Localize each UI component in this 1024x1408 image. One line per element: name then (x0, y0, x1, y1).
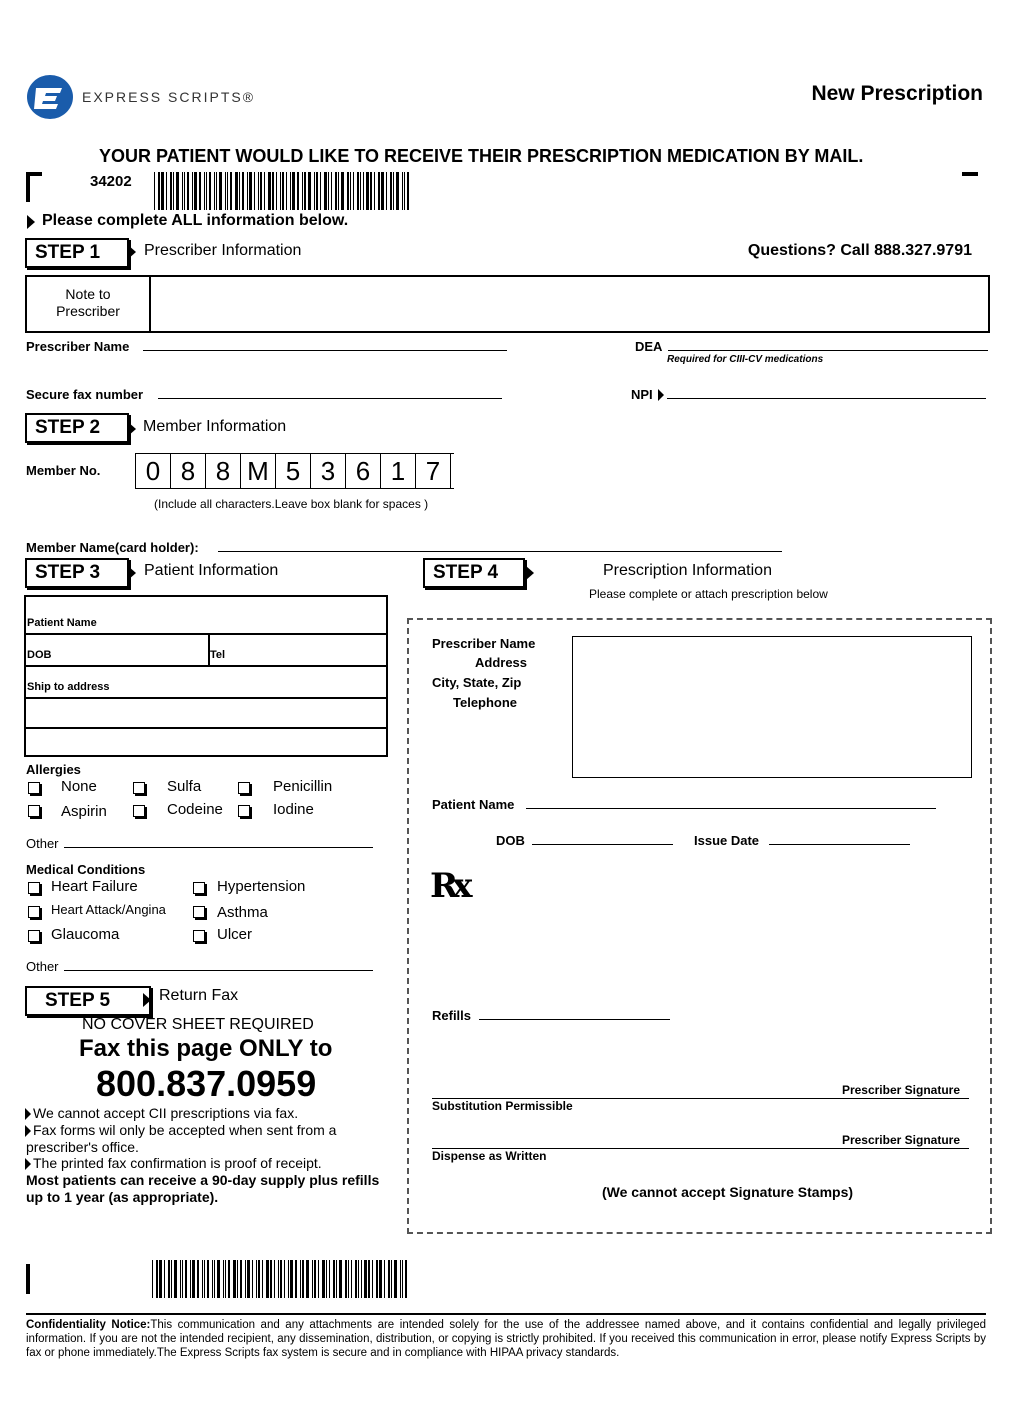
dea-note: Required for CIII-CV medications (667, 354, 824, 365)
barcode-bar (394, 1260, 397, 1298)
barcode-bar (168, 1260, 170, 1298)
barcode-bar (390, 172, 392, 210)
barcode-bar (351, 1260, 352, 1298)
checkbox-label: Penicillin (273, 778, 333, 795)
step4-badge: STEP 4 (423, 558, 525, 588)
barcode-bar (274, 1260, 275, 1298)
step4-arrow-icon (526, 566, 534, 580)
barcode-bar (363, 172, 364, 210)
barcode-bar (262, 1260, 263, 1298)
barcode-bar (295, 1260, 297, 1298)
notice-text: This communication and any attachments are intended solely for the use of the addressee named above, and it contains confidential and legally privileged information. If you are not the intended recipient, any dissemination, distribution, or copying is strictly prohibited. If you received this communication in error, please notify Express Scripts by fax or phone immediately.The Express Scripts fax system is secure and in compliance with HIPAA privacy standards. (26, 1319, 986, 1359)
row-divider (26, 665, 386, 667)
barcode-bar (388, 1260, 390, 1298)
other-condition-field[interactable] (64, 970, 373, 971)
barcode-bottom (152, 1260, 410, 1298)
barcode-bar (290, 172, 291, 210)
barcode-bar (170, 172, 172, 210)
barcode-bar (348, 1260, 349, 1298)
barcode-bar (339, 1260, 342, 1298)
member-no-boxes[interactable] (135, 453, 454, 489)
barcode-bar (284, 1260, 285, 1298)
barcode-bar (376, 1260, 378, 1298)
barcode-bar (182, 1260, 183, 1298)
checkbox[interactable] (28, 882, 40, 894)
barcode-bar (237, 1260, 238, 1298)
member-no-label: Member No. (26, 463, 101, 478)
barcode-bar (184, 172, 185, 210)
checkbox[interactable] (238, 805, 250, 817)
step5-arrow-icon (143, 993, 151, 1007)
barcode-bar (240, 1260, 242, 1298)
banner-text: YOUR PATIENT WOULD LIKE TO RECEIVE THEIR PRESCRIPTION MEDICATION BY MAIL. (99, 146, 864, 166)
fax-note-2: Fax forms wil only be accepted when sent from a prescriber's office. (26, 1122, 337, 1155)
barcode-bar (393, 172, 394, 210)
barcode-bar (187, 172, 189, 210)
barcode-bar (280, 172, 281, 210)
barcode-bar (304, 172, 306, 210)
member-no-digit[interactable]: 8 (206, 454, 241, 488)
prescriber-name-field[interactable] (143, 350, 507, 351)
barcode-bar (357, 172, 359, 210)
footer-rule (26, 1313, 986, 1315)
daw-label: Dispense as Written (432, 1149, 547, 1163)
barcode-bar (245, 1260, 246, 1298)
express-scripts-logo-icon (26, 74, 76, 120)
barcode-bar (174, 1260, 177, 1298)
barcode-bar (306, 1260, 309, 1298)
note-to-prescriber-box[interactable] (25, 275, 990, 333)
barcode-bar (158, 172, 160, 210)
step1-title: Prescriber Information (144, 242, 302, 259)
barcode-bar (159, 1260, 162, 1298)
note-label-cell (27, 277, 151, 331)
barcode-bar (247, 1260, 250, 1298)
fax-note-1: We cannot accept CII prescriptions via fax. (33, 1105, 299, 1121)
barcode-bar (247, 172, 248, 210)
barcode-bar (379, 1260, 382, 1298)
barcode-bar (324, 172, 327, 210)
rx-symbol-text: Rx (430, 866, 467, 906)
rx-dob-label: DOB (496, 833, 525, 848)
barcode-bar (228, 1260, 230, 1298)
instruction-arrow-icon (27, 215, 35, 229)
barcode-bar (297, 172, 299, 210)
barcode-bar (322, 1260, 325, 1298)
other-condition-label: Other (26, 959, 59, 974)
barcode-bar (276, 172, 277, 210)
barcode-bar (266, 1260, 269, 1298)
barcode-bar (300, 1260, 301, 1298)
barcode-bar (260, 172, 262, 210)
patient-info-table (24, 595, 388, 757)
barcode-bar (212, 1260, 213, 1298)
barcode-bar (225, 172, 227, 210)
barcode-bar (278, 1260, 279, 1298)
barcode-bar (384, 1260, 385, 1298)
barcode-top (154, 172, 412, 210)
barcode-bar (217, 1260, 220, 1298)
checkbox-label: None (61, 778, 97, 795)
checkbox-label: Glaucoma (51, 926, 120, 943)
barcode-bar (350, 172, 351, 210)
barcode-bar (335, 172, 337, 210)
npi-arrow-icon (658, 389, 664, 401)
refills-label: Refills (432, 1008, 472, 1023)
notice-label: Confidentiality Notice: (26, 1319, 151, 1331)
barcode-bar (225, 1260, 226, 1298)
barcode-bar (292, 172, 295, 210)
sig1-label: Prescriber Signature (841, 1083, 960, 1097)
step1-badge: STEP 1 (25, 238, 129, 268)
note-arrow-icon (25, 1158, 31, 1170)
barcode-bar (358, 1260, 359, 1298)
barcode-bar (333, 1260, 335, 1298)
sig2-label: Prescriber Signature (841, 1133, 960, 1147)
barcode-bar (314, 1260, 316, 1298)
barcode-bar (402, 172, 403, 210)
barcode-bar (314, 172, 315, 210)
dea-field[interactable] (668, 350, 988, 351)
checkbox[interactable] (28, 782, 40, 794)
substitution-label: Substitution Permissible (432, 1099, 573, 1113)
rx-city-label: City, State, Zip (432, 675, 522, 690)
form-code: 34202 (90, 173, 132, 190)
checkbox-label: Codeine (167, 801, 223, 818)
barcode-bar (338, 172, 339, 210)
step3-arrow-icon (128, 566, 136, 580)
confidentiality-notice (26, 1318, 986, 1360)
barcode-bar (239, 172, 240, 210)
barcode-bar (154, 172, 155, 210)
barcode-bar (180, 1260, 181, 1298)
barcode-bar (336, 1260, 337, 1298)
member-no-hint: (Include all characters.Leave box blank for spaces ) (154, 497, 429, 511)
barcode-bar (207, 1260, 209, 1298)
dob-cell[interactable]: DOB (27, 649, 52, 661)
barcode-bar (182, 172, 183, 210)
checkbox-label: Sulfa (167, 778, 202, 795)
member-name-field[interactable] (218, 551, 782, 552)
barcode-bar (270, 1260, 272, 1298)
barcode-bar (252, 1260, 253, 1298)
barcode-bar (347, 172, 349, 210)
barcode-bar (192, 172, 193, 210)
member-no-digit[interactable]: 0 (136, 454, 171, 488)
rx-dob-field[interactable] (532, 844, 673, 845)
barcode-bar (185, 1260, 187, 1298)
barcode-bar (282, 172, 284, 210)
step3-title: Patient Information (144, 562, 279, 579)
member-name-label: Member Name(card holder): (26, 540, 199, 555)
member-no-digit[interactable]: 7 (416, 454, 451, 488)
allergies-label: Allergies (26, 762, 81, 777)
barcode-bar (341, 172, 344, 210)
rx-issue-date-field[interactable] (769, 844, 910, 845)
other-allergy-label: Other (26, 836, 59, 851)
barcode-bar (173, 172, 174, 210)
barcode-bar (316, 172, 318, 210)
step4-subtitle: Please complete or attach prescription below (589, 587, 828, 601)
barcode-bar (312, 1260, 313, 1298)
barcode-bar (156, 1260, 158, 1298)
barcode-bar (230, 172, 232, 210)
checkbox[interactable] (238, 782, 250, 794)
checkbox-label: Ulcer (217, 926, 253, 943)
ship-address-cell[interactable]: Ship to address (27, 681, 110, 693)
barcode-bar (288, 1260, 289, 1298)
step4-title: Prescription Information (603, 562, 772, 579)
barcode-bar (190, 1260, 191, 1298)
barcode-bar (360, 172, 361, 210)
barcode-bar (368, 1260, 370, 1298)
barcode-bar (164, 1260, 165, 1298)
barcode-bar (400, 1260, 401, 1298)
barcode-bar (402, 1260, 403, 1298)
checkbox-label: Heart Attack/Angina (51, 902, 166, 917)
step2-arrow-icon (128, 422, 136, 436)
checkbox[interactable] (193, 882, 205, 894)
barcode-bar (374, 172, 375, 210)
barcode-bar (206, 172, 207, 210)
barcode-bar (320, 172, 321, 210)
row-divider (26, 633, 386, 635)
rx-address-label: Address (475, 655, 528, 670)
barcode-bar (199, 172, 201, 210)
rx-prescriber-name-label: Prescriber Name (432, 636, 536, 651)
step2-badge: STEP 2 (25, 413, 129, 443)
barcode-bar (256, 1260, 257, 1298)
patient-name-cell[interactable]: Patient Name (27, 617, 97, 629)
step5-badge: STEP 5 (25, 986, 151, 1016)
corner-mark-bottom-right (988, 1264, 1004, 1294)
tel-cell[interactable]: Tel (210, 649, 226, 661)
corner-mark-top-left (26, 172, 42, 202)
barcode-bar (171, 1260, 172, 1298)
checkbox[interactable] (193, 906, 205, 918)
checkbox[interactable] (133, 782, 145, 794)
barcode-bar (258, 172, 259, 210)
member-no-digit[interactable]: 6 (346, 454, 381, 488)
checkbox-label: Asthma (217, 904, 268, 921)
barcode-bar (254, 172, 255, 210)
checkbox-label: Aspirin (61, 803, 107, 820)
barcode-bar (366, 172, 369, 210)
member-no-digit[interactable]: 8 (171, 454, 206, 488)
barcode-bar (219, 172, 222, 210)
no-stamps-note: (We cannot accept Signature Stamps) (602, 1184, 854, 1200)
barcode-bar (258, 1260, 260, 1298)
checkbox[interactable] (28, 906, 40, 918)
instruction-text: Please complete ALL information below. (42, 212, 349, 229)
barcode-bar (192, 1260, 195, 1298)
prescriber-info-box[interactable] (572, 636, 972, 778)
member-no-digit[interactable]: M (241, 454, 276, 488)
barcode-bar (286, 172, 287, 210)
checkbox[interactable] (193, 930, 205, 942)
barcode-bar (264, 172, 265, 210)
barcode-bar (328, 172, 329, 210)
barcode-bar (290, 1260, 293, 1298)
barcode-bar (391, 1260, 392, 1298)
barcode-bar (372, 1260, 373, 1298)
barcode-bar (331, 172, 332, 210)
rx-patient-name-label: Patient Name (432, 797, 515, 812)
barcode-bar (194, 172, 197, 210)
checkbox-label: Iodine (273, 801, 314, 818)
barcode-bar (216, 172, 217, 210)
barcode-bar (378, 172, 380, 210)
npi-label: NPI (631, 387, 653, 402)
barcode-bar (326, 1260, 327, 1298)
barcode-bar (197, 1260, 199, 1298)
barcode-bar (223, 1260, 225, 1298)
fax-note-4: Most patients can receive a 90-day supply plus refills up to 1 year (as appropriate). (26, 1172, 380, 1205)
rx-issue-date-label: Issue Date (694, 833, 760, 848)
other-allergy-field[interactable] (64, 847, 373, 848)
barcode-bar (361, 1260, 362, 1298)
barcode-bar (209, 172, 211, 210)
checkbox-label: Heart Failure (51, 878, 138, 895)
barcode-bar (405, 1260, 407, 1298)
barcode-bar (329, 1260, 330, 1298)
barcode-bar (318, 1260, 319, 1298)
barcode-bar (166, 172, 167, 210)
checkbox-label: Hypertension (217, 878, 306, 895)
note-arrow-icon (25, 1108, 31, 1120)
questions-phone: Questions? Call 888.327.9791 (747, 242, 972, 259)
checkbox[interactable] (133, 805, 145, 817)
note-label-line1: Note to (65, 286, 111, 302)
step1-arrow-icon (128, 245, 136, 259)
barcode-bar (235, 172, 238, 210)
barcode-bar (204, 1260, 205, 1298)
barcode-bar (242, 172, 244, 210)
fax-field[interactable] (158, 398, 502, 399)
barcode-bar (214, 172, 215, 210)
barcode-bar (364, 1260, 367, 1298)
barcode-bar (272, 172, 274, 210)
barcode-bar (233, 1260, 236, 1298)
row-divider (26, 727, 386, 729)
checkbox[interactable] (28, 930, 40, 942)
member-no-digit[interactable]: 5 (276, 454, 311, 488)
barcode-bar (355, 1260, 357, 1298)
dea-label: DEA (635, 339, 663, 354)
barcode-bar (152, 1260, 153, 1298)
barcode-bar (302, 172, 303, 210)
fax-label: Secure fax number (26, 387, 144, 402)
corner-mark-bottom-left (26, 1264, 42, 1294)
barcode-bar (407, 172, 409, 210)
barcode-bar (268, 172, 271, 210)
barcode-bar (308, 172, 311, 210)
barcode-bar (302, 1260, 304, 1298)
fax-note-3: The printed fax confirmation is proof of receipt. (33, 1155, 322, 1171)
member-no-digit[interactable]: 1 (381, 454, 416, 488)
checkbox[interactable] (28, 805, 40, 817)
conditions-label: Medical Conditions (26, 862, 146, 877)
barcode-bar (214, 1260, 215, 1298)
step3-badge: STEP 3 (25, 558, 129, 588)
row-divider (26, 697, 386, 699)
barcode-bar (280, 1260, 282, 1298)
fax-this-text: Fax this page ONLY to (79, 1035, 333, 1062)
barcode-bar (396, 172, 399, 210)
barcode-bar (386, 172, 387, 210)
barcode-bar (161, 172, 164, 210)
barcode-bar (353, 172, 354, 210)
rx-symbol-icon (430, 866, 467, 906)
refills-field[interactable] (479, 1019, 670, 1020)
barcode-bar (227, 172, 228, 210)
note-label-line2: Prescriber (56, 303, 120, 319)
barcode-bar (204, 172, 205, 210)
barcode-bar (370, 172, 372, 210)
member-no-digit[interactable]: 3 (311, 454, 346, 488)
return-fax-number: 800.837.0959 (96, 1063, 317, 1104)
form-title: New Prescription (811, 82, 983, 105)
corner-mark-top-right (962, 172, 978, 202)
barcode-bar (202, 1260, 203, 1298)
barcode-bar (345, 1260, 347, 1298)
barcode-bar (176, 172, 179, 210)
no-cover-text: NO COVER SHEET REQUIRED (82, 1016, 314, 1033)
brand-name: EXPRESS SCRIPTS® (82, 89, 256, 105)
step2-title: Member Information (143, 418, 287, 435)
npi-field[interactable] (667, 398, 986, 399)
barcode-bar (249, 172, 252, 210)
rx-patient-name-field[interactable] (526, 808, 936, 809)
barcode-bar (381, 172, 384, 210)
step5-title: Return Fax (159, 987, 239, 1004)
rx-telephone-label: Telephone (453, 695, 518, 710)
barcode-bar (404, 172, 405, 210)
prescriber-name-label: Prescriber Name (26, 339, 130, 354)
